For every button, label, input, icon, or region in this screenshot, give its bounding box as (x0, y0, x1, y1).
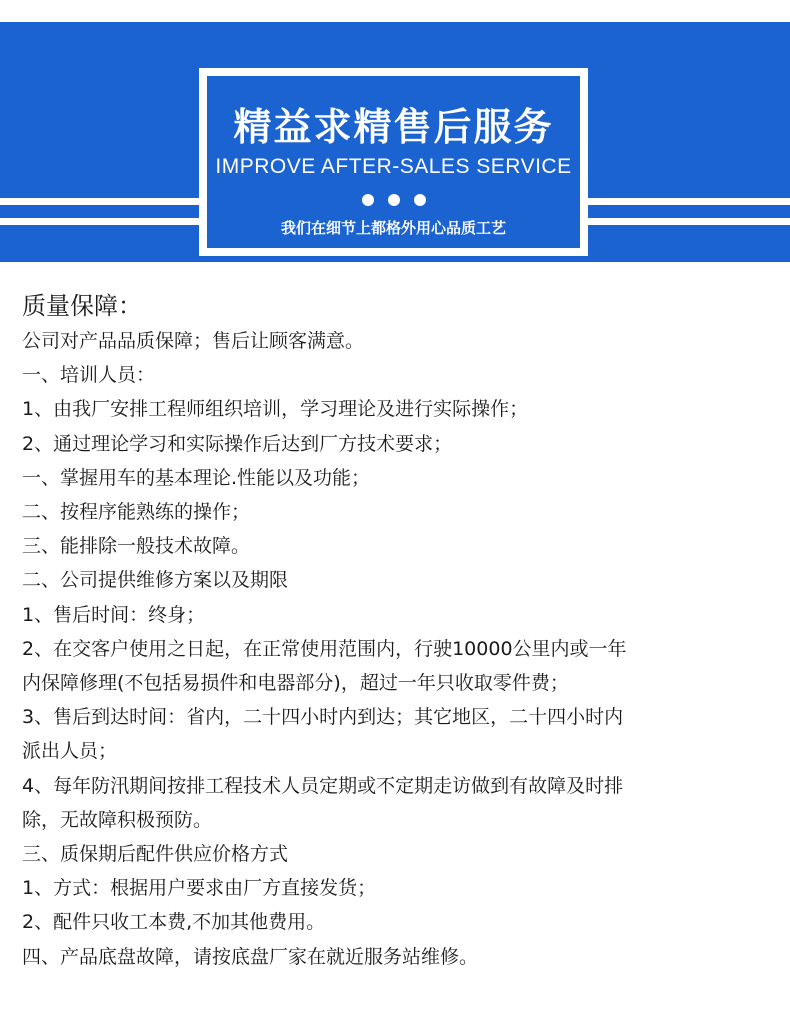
text-line: 二、按程序能熟练的操作； (22, 501, 251, 524)
text-line: 1、售后时间：终身； (22, 603, 206, 626)
text-line: 4、每年防汛期间按排工程技术人员定期或不定期走访做到有故障及时排 (22, 774, 624, 797)
text-line: 四、产品底盘故障，请按底盘厂家在就近服务站维修。 (22, 945, 479, 968)
dot-icon (362, 194, 374, 206)
text-line: 1、由我厂安排工程师组织培训，学习理论及进行实际操作； (22, 398, 529, 421)
text-line: 派出人员； (22, 740, 118, 763)
text-line: 2、通过理论学习和实际操作后达到厂方技术要求； (22, 432, 453, 455)
dot-icon (388, 194, 400, 206)
text-line: 除，无故障积极预防。 (22, 808, 213, 831)
title-panel (199, 68, 588, 256)
text-line: 内保障修理(不包括易损件和电器部分)，超过一年只收取零件费； (22, 672, 569, 695)
text-line: 三、能排除一般技术故障。 (22, 535, 251, 558)
text-line: 3、售后到达时间：省内，二十四小时内到达；其它地区，二十四小时内 (22, 706, 624, 729)
text-line: 二、公司提供维修方案以及期限 (22, 569, 289, 592)
dot-icon (414, 194, 426, 206)
text-line: 一、掌握用车的基本理论.性能以及功能； (22, 466, 371, 489)
banner-title-en: IMPROVE AFTER-SALES SERVICE (215, 155, 572, 178)
text-line: 一、培训人员： (22, 364, 156, 387)
text-line: 2、在交客户使用之日起，在正常使用范围内，行驶10000公里内或一年 (22, 637, 627, 660)
text-line: 1、方式：根据用户要求由厂方直接发货； (22, 877, 377, 900)
decorative-dots (207, 194, 580, 208)
section-heading: 质量保障： (22, 292, 142, 320)
banner-tagline: 我们在细节上都格外用心品质工艺 (280, 219, 506, 237)
title-panel-inner (207, 76, 580, 248)
text-line: 公司对产品品质保障；售后让顾客满意。 (22, 330, 365, 352)
text-line: 2、配件只收工本费,不加其他费用。 (22, 911, 326, 934)
text-line: 三、质保期后配件供应价格方式 (22, 843, 289, 866)
quality-guarantee-section (22, 288, 772, 974)
banner-title-cn: 精益求精售后服务 (233, 105, 554, 149)
